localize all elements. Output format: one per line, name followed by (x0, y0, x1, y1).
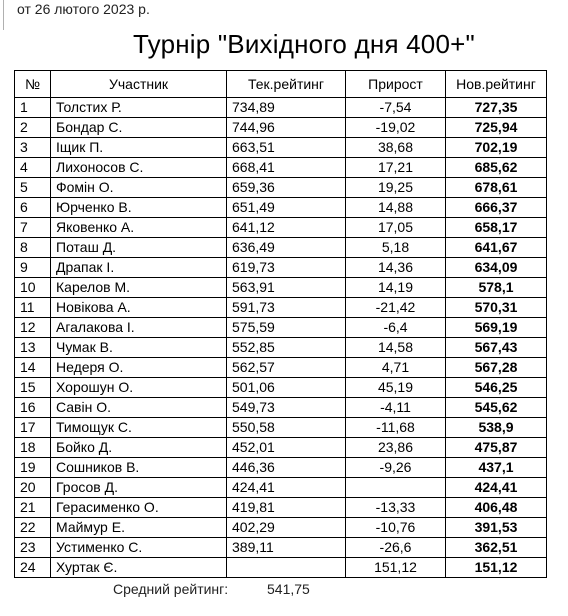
rating-growth: 14,58 (346, 338, 446, 358)
participant-name: Сошников В. (51, 458, 227, 478)
rating-growth: -7,54 (346, 98, 446, 118)
participant-name: Бойко Д. (51, 438, 227, 458)
rating-growth: -9,26 (346, 458, 446, 478)
rating-growth: -4,11 (346, 398, 446, 418)
table-row (15, 158, 547, 178)
participant-name: Юрченко В. (51, 198, 227, 218)
new-rating: 151,12 (446, 558, 547, 578)
row-number: 11 (15, 298, 51, 318)
table-row (15, 378, 547, 398)
row-number: 6 (15, 198, 51, 218)
row-number: 17 (15, 418, 51, 438)
rating-growth: -10,76 (346, 518, 446, 538)
new-rating: 391,53 (446, 518, 547, 538)
table-row (15, 498, 547, 518)
current-rating: 659,36 (227, 178, 346, 198)
current-rating: 591,73 (227, 298, 346, 318)
new-rating: 702,19 (446, 138, 547, 158)
row-number: 4 (15, 158, 51, 178)
new-rating: 685,62 (446, 158, 547, 178)
participant-name: Савін О. (51, 398, 227, 418)
row-number: 16 (15, 398, 51, 418)
current-rating: 651,49 (227, 198, 346, 218)
row-number: 15 (15, 378, 51, 398)
new-rating: 578,1 (446, 278, 547, 298)
table-row (15, 118, 547, 138)
current-rating: 419,81 (227, 498, 346, 518)
current-rating (227, 558, 346, 578)
current-rating: 619,73 (227, 258, 346, 278)
rating-growth: 14,88 (346, 198, 446, 218)
table-row (15, 418, 547, 438)
row-number: 23 (15, 538, 51, 558)
participant-name: Агалакова І. (51, 318, 227, 338)
rating-growth: 14,36 (346, 258, 446, 278)
row-number: 2 (15, 118, 51, 138)
new-rating: 362,51 (446, 538, 547, 558)
table-row (15, 98, 547, 118)
table-row (15, 478, 547, 498)
rating-growth: 5,18 (346, 238, 446, 258)
table-row (15, 338, 547, 358)
table-row (15, 198, 547, 218)
participant-name: Новікова А. (51, 298, 227, 318)
header-row (15, 71, 547, 98)
participant-name: Яковенко А. (51, 218, 227, 238)
current-rating: 549,73 (227, 398, 346, 418)
participant-name: Толстих Р. (51, 98, 227, 118)
current-rating: 636,49 (227, 238, 346, 258)
current-rating: 575,59 (227, 318, 346, 338)
rating-growth: 19,25 (346, 178, 446, 198)
new-rating: 678,61 (446, 178, 547, 198)
row-number: 5 (15, 178, 51, 198)
table-row (15, 438, 547, 458)
current-rating: 562,57 (227, 358, 346, 378)
row-number: 7 (15, 218, 51, 238)
left-margin-rule (3, 0, 4, 30)
row-number: 19 (15, 458, 51, 478)
table-header (15, 71, 547, 98)
row-number: 22 (15, 518, 51, 538)
current-rating: 402,29 (227, 518, 346, 538)
new-rating: 658,17 (446, 218, 547, 238)
column-header-growth: Прирост (346, 71, 446, 98)
participant-name: Гросов Д. (51, 478, 227, 498)
rating-growth: -19,02 (346, 118, 446, 138)
participant-name: Драпак І. (51, 258, 227, 278)
row-number: 10 (15, 278, 51, 298)
new-rating: 569,19 (446, 318, 547, 338)
table-row (15, 238, 547, 258)
row-number: 21 (15, 498, 51, 518)
new-rating: 570,31 (446, 298, 547, 318)
current-rating: 446,36 (227, 458, 346, 478)
rating-growth: 4,71 (346, 358, 446, 378)
new-rating: 725,94 (446, 118, 547, 138)
participant-name: Недеря О. (51, 358, 227, 378)
new-rating: 406,48 (446, 498, 547, 518)
table-row (15, 278, 547, 298)
current-rating: 563,91 (227, 278, 346, 298)
participant-name: Поташ Д. (51, 238, 227, 258)
current-rating: 501,06 (227, 378, 346, 398)
participant-name: Бондар С. (51, 118, 227, 138)
column-header-new-rating: Нов.рейтинг (446, 71, 547, 98)
average-rating-label: Средний рейтинг: (113, 581, 229, 597)
table-row (15, 458, 547, 478)
table-row (15, 558, 547, 578)
table-body (15, 98, 547, 578)
new-rating: 727,35 (446, 98, 547, 118)
new-rating: 634,09 (446, 258, 547, 278)
rating-growth: 151,12 (346, 558, 446, 578)
rating-growth: -26,6 (346, 538, 446, 558)
rating-growth: 17,21 (346, 158, 446, 178)
column-header-participant: Участник (51, 71, 227, 98)
table-row (15, 178, 547, 198)
new-rating: 546,25 (446, 378, 547, 398)
participant-name: Хуртак Є. (51, 558, 227, 578)
row-number: 9 (15, 258, 51, 278)
average-rating-value: 541,75 (267, 581, 310, 597)
participant-name: Устименко С. (51, 538, 227, 558)
current-rating: 744,96 (227, 118, 346, 138)
results-table (14, 70, 547, 578)
participant-name: Герасименко О. (51, 498, 227, 518)
row-number: 18 (15, 438, 51, 458)
row-number: 13 (15, 338, 51, 358)
rating-growth: 14,19 (346, 278, 446, 298)
current-rating: 424,41 (227, 478, 346, 498)
table-row (15, 298, 547, 318)
report-date: от 26 лютого 2023 р. (17, 1, 150, 17)
current-rating: 550,58 (227, 418, 346, 438)
current-rating: 734,89 (227, 98, 346, 118)
participant-name: Лихоносов С. (51, 158, 227, 178)
current-rating: 663,51 (227, 138, 346, 158)
row-number: 24 (15, 558, 51, 578)
column-header-number: № (15, 71, 51, 98)
table-row (15, 258, 547, 278)
row-number: 12 (15, 318, 51, 338)
rating-growth: -11,68 (346, 418, 446, 438)
row-number: 20 (15, 478, 51, 498)
rating-growth: -13,33 (346, 498, 446, 518)
new-rating: 475,87 (446, 438, 547, 458)
row-number: 3 (15, 138, 51, 158)
new-rating: 567,43 (446, 338, 547, 358)
rating-growth: -6,4 (346, 318, 446, 338)
row-number: 8 (15, 238, 51, 258)
rating-growth: 23,86 (346, 438, 446, 458)
table-row (15, 138, 547, 158)
table-row (15, 358, 547, 378)
rating-growth: -21,42 (346, 298, 446, 318)
row-number: 1 (15, 98, 51, 118)
participant-name: Чумак В. (51, 338, 227, 358)
table-row (15, 398, 547, 418)
rating-growth: 17,05 (346, 218, 446, 238)
new-rating: 437,1 (446, 458, 547, 478)
table-row (15, 538, 547, 558)
new-rating: 538,9 (446, 418, 547, 438)
new-rating: 424,41 (446, 478, 547, 498)
participant-name: Хорошун О. (51, 378, 227, 398)
column-header-current-rating: Тек.рейтинг (227, 71, 346, 98)
participant-name: Іщик П. (51, 138, 227, 158)
current-rating: 668,41 (227, 158, 346, 178)
participant-name: Фомін О. (51, 178, 227, 198)
new-rating: 641,67 (446, 238, 547, 258)
participant-name: Маймур Е. (51, 518, 227, 538)
rating-growth: 45,19 (346, 378, 446, 398)
table-row (15, 318, 547, 338)
current-rating: 389,11 (227, 538, 346, 558)
page-title: Турнір "Вихідного дня 400+" (133, 29, 475, 59)
new-rating: 545,62 (446, 398, 547, 418)
table-row (15, 518, 547, 538)
new-rating: 666,37 (446, 198, 547, 218)
rating-growth (346, 478, 446, 498)
new-rating: 567,28 (446, 358, 547, 378)
rating-growth: 38,68 (346, 138, 446, 158)
participant-name: Карелов М. (51, 278, 227, 298)
current-rating: 452,01 (227, 438, 346, 458)
participant-name: Тимощук С. (51, 418, 227, 438)
current-rating: 552,85 (227, 338, 346, 358)
table-row (15, 218, 547, 238)
row-number: 14 (15, 358, 51, 378)
current-rating: 641,12 (227, 218, 346, 238)
